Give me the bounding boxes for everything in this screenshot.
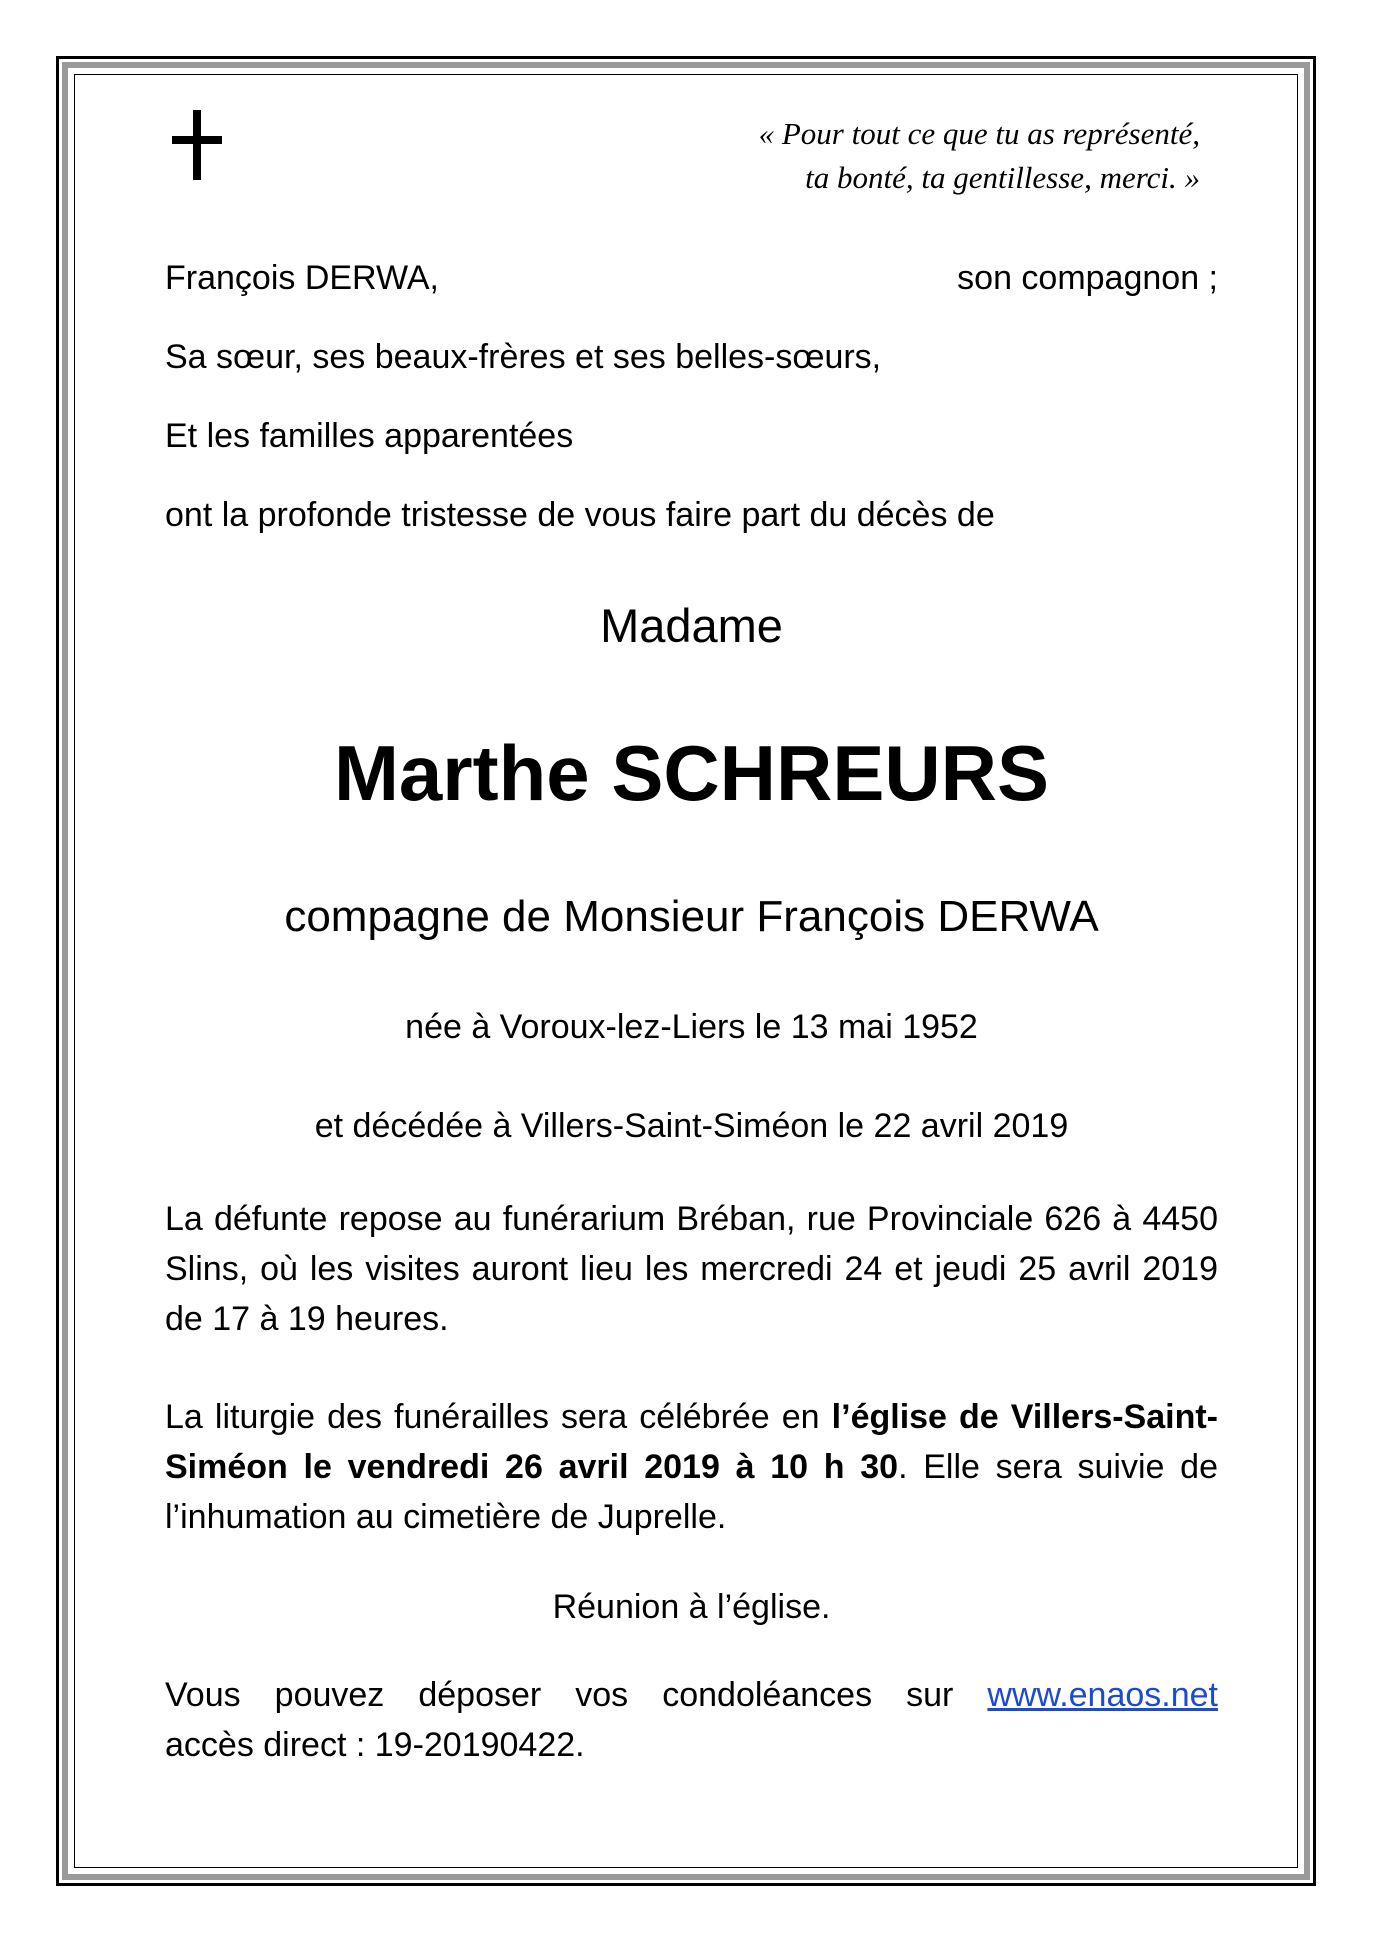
liturgy-text-1: La liturgie des funérailles sera célébrée en [165,1398,832,1436]
announcement-line: ont la profonde tristesse de vous faire part du décès de [165,496,995,534]
condolences-text: Vous pouvez déposer vos condoléances sur [165,1676,988,1714]
reunion-note: Réunion à l’église. [552,1588,831,1626]
family-line-relatives: Et les familles apparentées [165,417,574,455]
quote-line-2: ta bonté, ta gentillesse, merci. » [805,160,1200,195]
family-line-siblings: Sa sœur, ses beaux-frères et ses belles-sœurs, [165,338,882,376]
liturgy-paragraph [165,1392,1218,1542]
deceased-name: Marthe SCHREURS [333,729,1050,817]
deceased-partner: compagne de Monsieur François DERWA [284,892,1099,941]
liturgy-church-date: l’église de Villers-Saint-Siméon le vendredi 26 avril 2019 à 10 h 30 [165,1398,1218,1486]
condolences-line [165,1670,1218,1720]
cross-icon [172,110,222,180]
family-relation: son compagnon ; [957,259,1218,297]
liturgy-text-2: . Elle sera suivie de l’inhumation au cimetière de Juprelle. [165,1448,1218,1536]
deceased-title: Madame [600,599,783,652]
family-name: François DERWA, [165,259,439,297]
direct-access-code: accès direct : 19-20190422. [165,1726,585,1764]
death-info: et décédée à Villers-Saint-Siméon le 22 avril 2019 [314,1107,1069,1145]
birth-info: née à Voroux-lez-Liers le 13 mai 1952 [405,1008,978,1046]
condolences-link[interactable]: www.enaos.net [987,1676,1218,1714]
epigraph-quote [759,112,1200,200]
visitation-paragraph: La défunte repose au funérarium Bréban, rue Provinciale 626 à 4450 Slins, où les visites auront lieu les mercredi 24 et jeudi 25 avril 2019 de 17 à 19 heures. [165,1200,1218,1338]
quote-line-1: « Pour tout ce que tu as représenté, [758,116,1200,151]
